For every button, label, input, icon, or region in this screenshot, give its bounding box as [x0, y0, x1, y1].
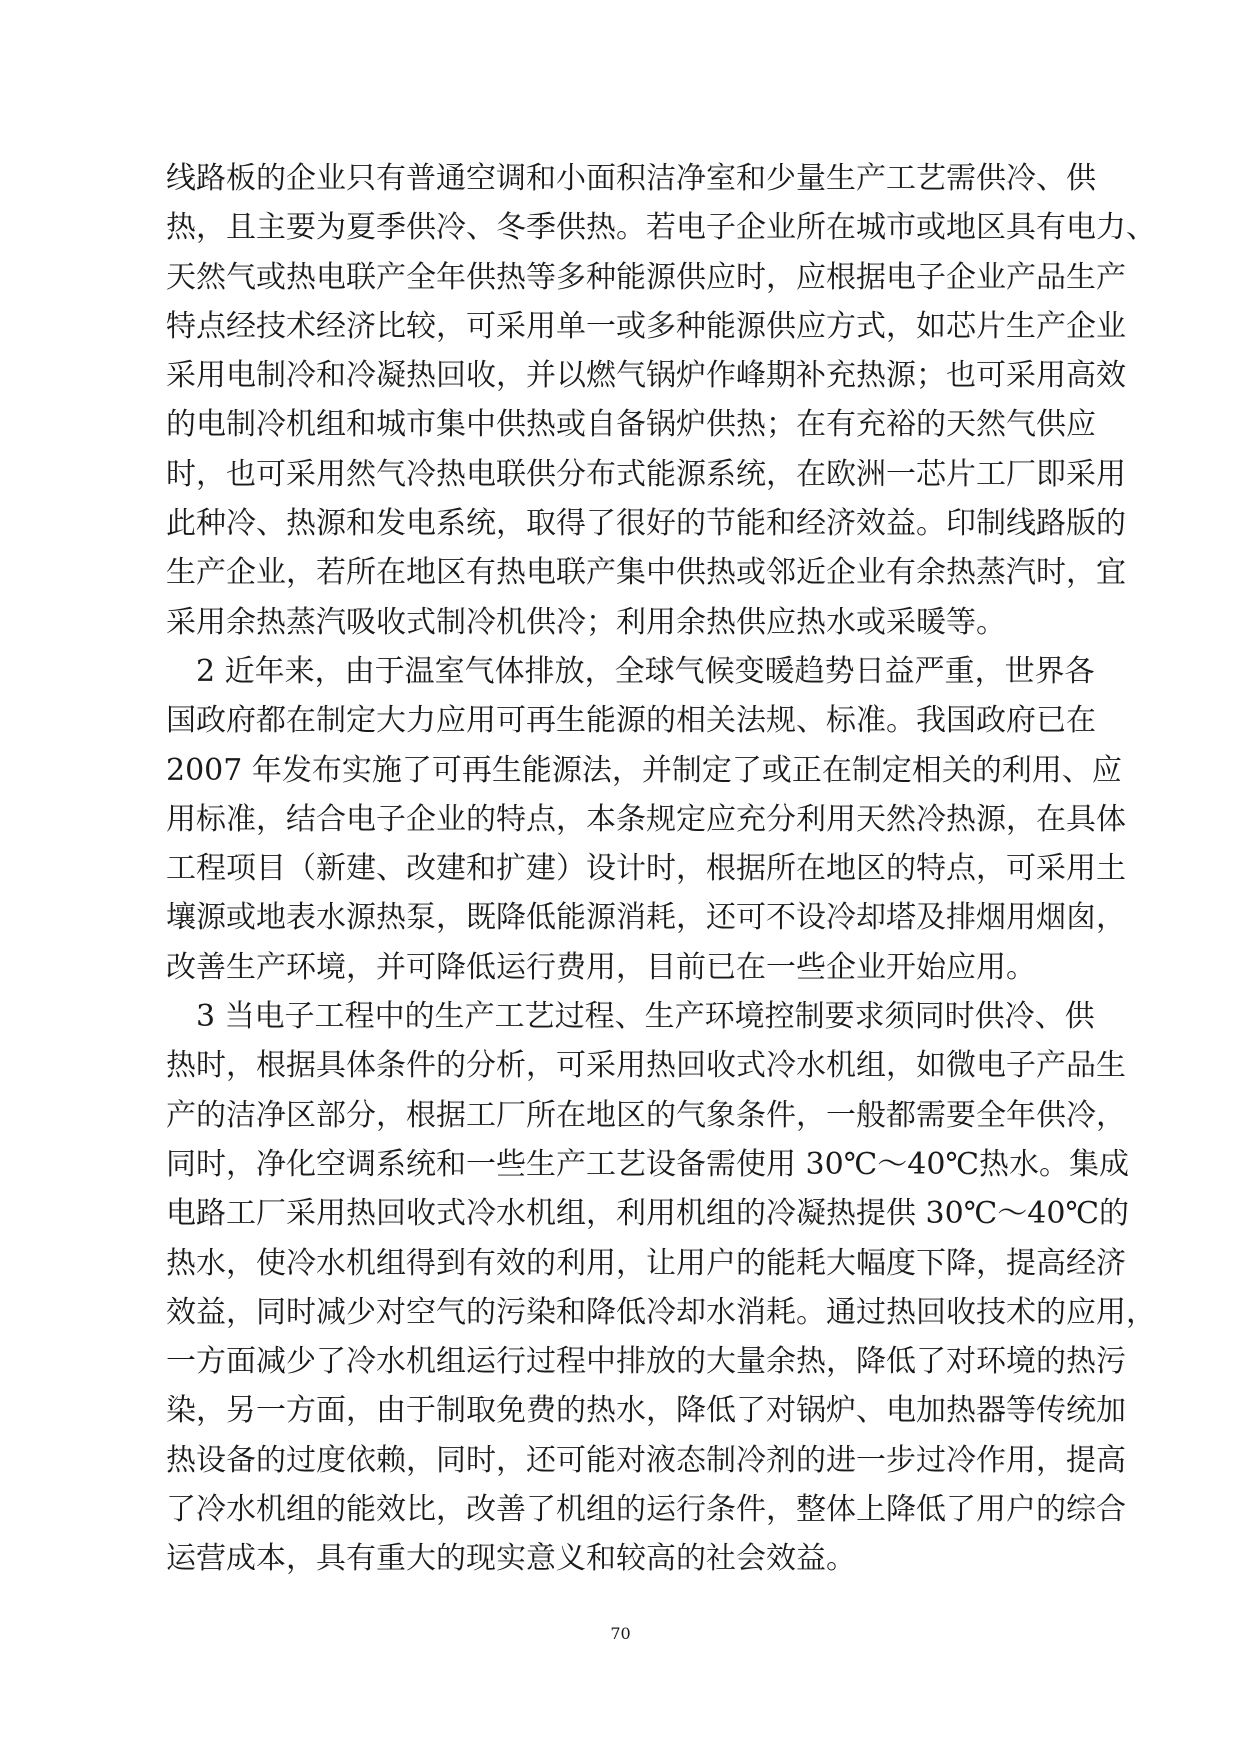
paragraph-1-line: 天然气或热电联产全年供热等多种能源供应时，应根据电子企业产品生产: [166, 259, 1126, 295]
paragraph-2-line: 改善生产环境，并可降低运行费用，目前已在一些企业开始应用。: [166, 949, 1036, 985]
body-text: [166, 154, 1156, 1584]
paragraph-3-line: 染，另一方面，由于制取免费的热水，降低了对锅炉、电加热器等传统加: [166, 1393, 1126, 1429]
paragraph-1-line: 特点经技术经济比较，可采用单一或多种能源供应方式，如芯片生产企业: [166, 308, 1126, 344]
paragraph-2-line: 壤源或地表水源热泵，既降低能源消耗，还可不设冷却塔及排烟用烟囱，: [166, 900, 1126, 936]
paragraph-2-line: 2007 年发布实施了可再生能源法，并制定了或正在制定相关的利用、应: [166, 752, 1122, 788]
paragraph-3-line: 一方面减少了冷水机组运行过程中排放的大量余热，降低了对环境的热污: [166, 1344, 1126, 1380]
paragraph-1-line: 此种冷、热源和发电系统，取得了很好的节能和经济效益。印制线路版的: [166, 506, 1126, 542]
paragraph-2-line: 用标准，结合电子企业的特点，本条规定应充分利用天然冷热源，在具体: [166, 801, 1126, 837]
page-number: 70: [610, 1624, 631, 1643]
paragraph-1-line: 热，且主要为夏季供冷、冬季供热。若电子企业所在城市或地区具有电力、: [166, 210, 1156, 246]
paragraph-2-line: 国政府都在制定大力应用可再生能源的相关法规、标准。我国政府已在: [166, 703, 1096, 739]
paragraph-3-line: 热水，使冷水机组得到有效的利用，让用户的能耗大幅度下降，提高经济: [166, 1245, 1126, 1281]
paragraph-2-line: 2 近年来，由于温室气体排放，全球气候变暖趋势日益严重，世界各: [196, 653, 1095, 689]
paragraph-3-line: 运营成本，具有重大的现实意义和较高的社会效益。: [166, 1541, 856, 1577]
paragraph-1-line: 的电制冷机组和城市集中供热或自备锅炉供热；在有充裕的天然气供应: [166, 407, 1096, 443]
paragraph-3-line: 电路工厂采用热回收式冷水机组，利用机组的冷凝热提供 30℃～40℃的: [166, 1196, 1130, 1232]
paragraph-3-line: 效益，同时减少对空气的污染和降低冷却水消耗。通过热回收技术的应用，: [166, 1294, 1156, 1330]
paragraph-3-line: 产的洁净区部分，根据工厂所在地区的气象条件，一般都需要全年供冷，: [166, 1097, 1126, 1133]
paragraph-3-line: 热时，根据具体条件的分析，可采用热回收式冷水机组，如微电子产品生: [166, 1048, 1126, 1084]
paragraph-3-line: 热设备的过度依赖，同时，还可能对液态制冷剂的进一步过冷作用，提高: [166, 1442, 1126, 1478]
paragraph-1-line: 线路板的企业只有普通空调和小面积洁净室和少量生产工艺需供冷、供: [166, 161, 1096, 196]
paragraph-3-line: 同时，净化空调系统和一些生产工艺设备需使用 30℃～40℃热水。集成: [166, 1146, 1130, 1182]
paragraph-1-line: 采用余热蒸汽吸收式制冷机供冷；利用余热供应热水或采暖等。: [166, 604, 1006, 640]
paragraph-1-line: 时，也可采用然气冷热电联供分布式能源系统，在欧洲一芯片工厂即采用: [166, 456, 1126, 492]
paragraph-3-line: 3 当电子工程中的生产工艺过程、生产环境控制要求须同时供冷、供: [196, 999, 1095, 1035]
paragraph-1-line: 采用电制冷和冷凝热回收，并以燃气锅炉作峰期补充热源；也可采用高效: [166, 358, 1126, 394]
paragraph-1-line: 生产企业，若所在地区有热电联产集中供热或邻近企业有余热蒸汽时，宜: [166, 555, 1126, 591]
paragraph-3-line: 了冷水机组的能效比，改善了机组的运行条件，整体上降低了用户的综合: [166, 1492, 1126, 1528]
paragraph-2-line: 工程项目（新建、改建和扩建）设计时，根据所在地区的特点，可采用土: [166, 851, 1126, 887]
